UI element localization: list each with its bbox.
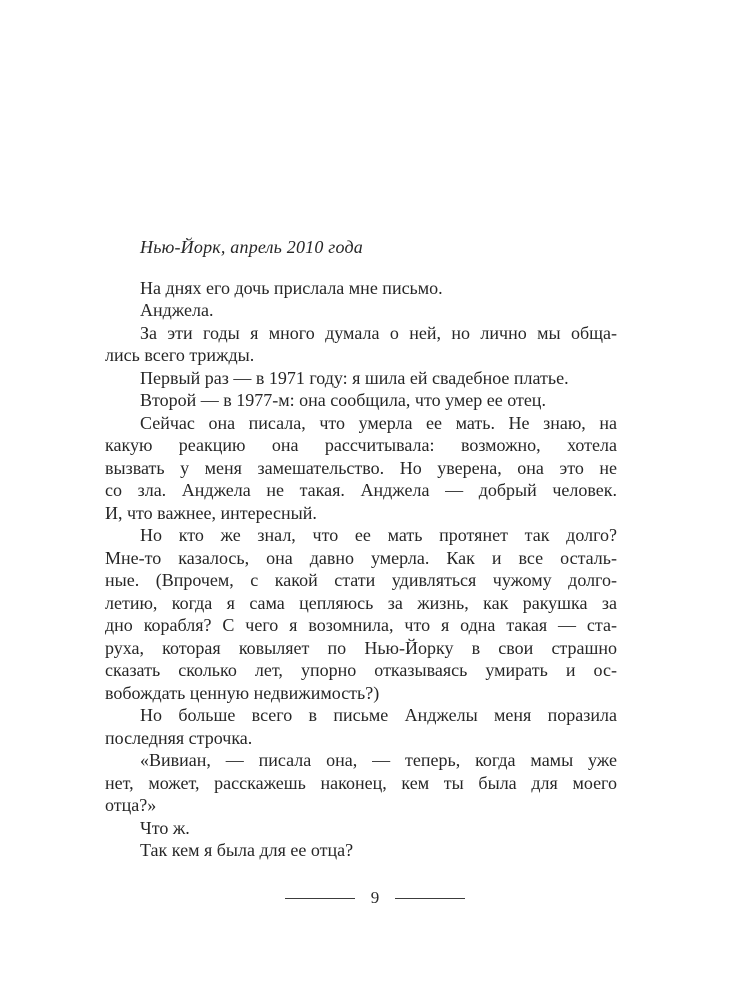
paragraph <box>105 839 617 862</box>
body-text <box>105 277 617 862</box>
paragraph <box>105 704 617 749</box>
text-line: Но больше всего в письме Анджелы меня поразила <box>140 705 617 725</box>
text-line: «Вивиан, — писала она, — теперь, когда мамы уже <box>140 750 617 770</box>
page-footer <box>0 886 750 910</box>
text-line: отца?» <box>105 795 157 815</box>
text-line: Сейчас она писала, что умерла ее мать. Не знаю, на <box>140 412 617 433</box>
paragraph <box>105 817 617 840</box>
text-line: какую реакцию она рассчитывала: возможно, хотела <box>105 435 617 455</box>
text-line: Так кем я была для ее отца? <box>140 840 354 860</box>
paragraph <box>105 367 617 390</box>
paragraph <box>105 322 617 367</box>
paragraph <box>105 277 617 300</box>
text-line: вобождать ценную недвижимость?) <box>105 682 380 703</box>
text-line: Первый раз — в 1971 году: я шила ей свадебное платье. <box>140 367 569 388</box>
chapter-dateline: Нью-Йорк, апрель 2010 года <box>140 237 363 257</box>
text-line: Что ж. <box>140 817 190 838</box>
paragraph <box>105 389 617 412</box>
text-line: Но кто же знал, что ее мать протянет так долго? <box>140 525 617 545</box>
paragraph <box>105 299 617 322</box>
text-line: И, что важнее, интересный. <box>105 502 317 523</box>
text-line: лись всего трижды. <box>105 345 255 365</box>
page-number: 9 <box>370 888 380 907</box>
text-line: последняя строчка. <box>105 727 253 748</box>
footer-rule-right <box>395 898 465 899</box>
text-line: Второй — в 1977-м: она сообщила, что умер ее отец. <box>140 390 546 410</box>
text-block <box>105 236 617 862</box>
text-line: ные. (Впрочем, с какой стати удивляться чужому долго- <box>105 570 617 590</box>
text-line: дно корабля? С чего я возомнила, что я одна такая — ста- <box>105 615 617 635</box>
text-line: со зла. Анджела не такая. Анджела — добрый человек. <box>105 480 617 500</box>
text-line: вызвать у меня замешательство. Но уверена, она это не <box>105 457 617 478</box>
paragraph <box>105 524 617 704</box>
text-line: руха, которая ковыляет по Нью-Йорку в свои страшно <box>105 637 617 658</box>
paragraph <box>105 412 617 525</box>
text-line: летию, когда я сама цепляюсь за жизнь, как ракушка за <box>105 592 617 613</box>
paragraph <box>105 749 617 817</box>
footer-rule-left <box>285 898 355 899</box>
text-line: сказать сколько лет, упорно отказываясь умирать и ос- <box>105 660 617 680</box>
text-line: Мне-то казалось, она давно умерла. Как и все осталь- <box>105 547 617 568</box>
text-line: нет, может, расскажешь наконец, кем ты была для моего <box>105 772 617 793</box>
text-line: За эти годы я много думала о ней, но лично мы обща- <box>140 322 617 343</box>
text-line: На днях его дочь прислала мне письмо. <box>140 277 443 298</box>
text-line: Анджела. <box>140 300 214 320</box>
